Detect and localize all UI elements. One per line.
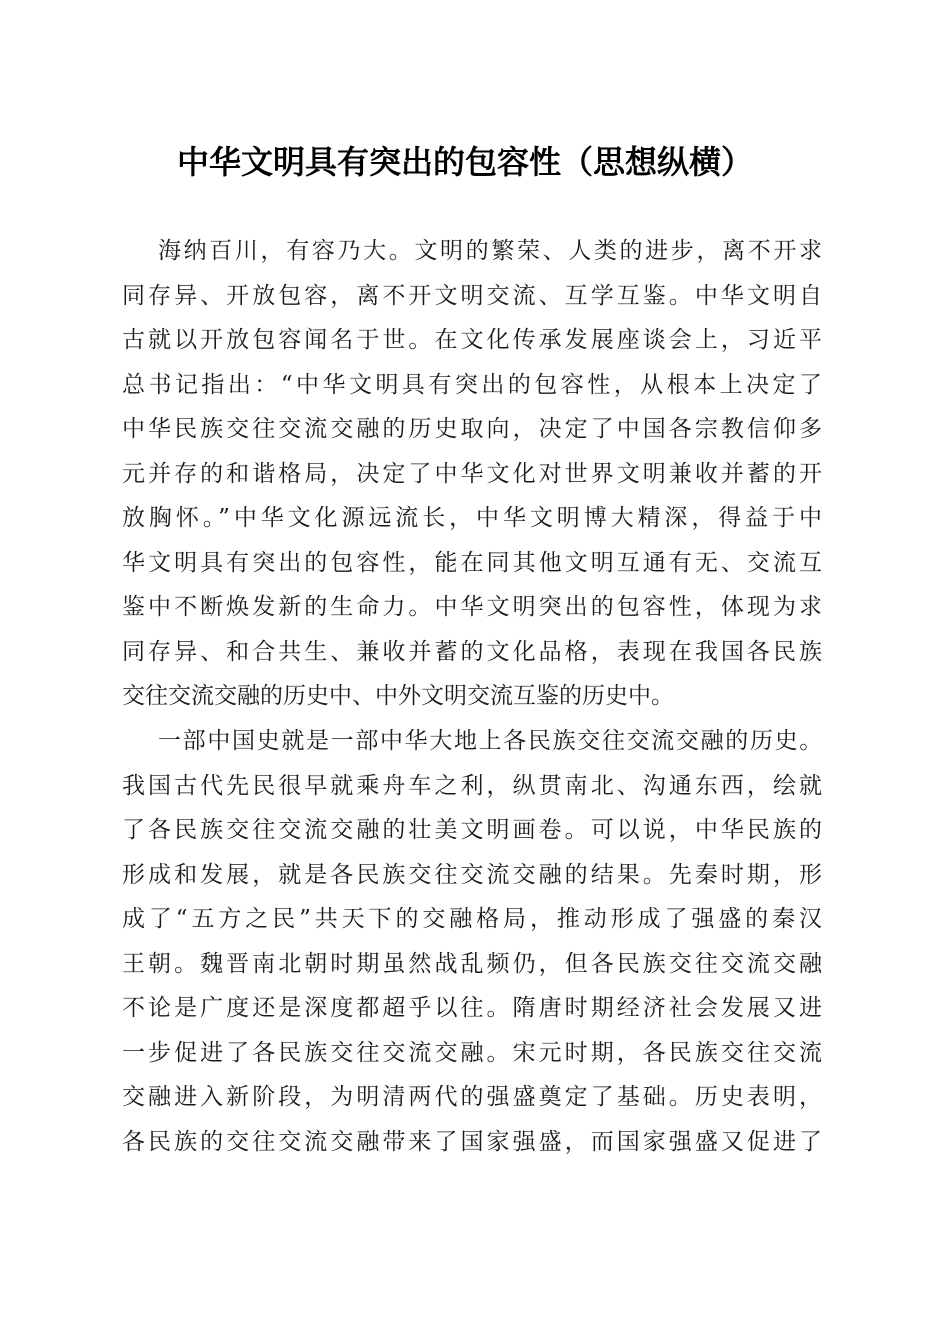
paragraph-line: 一部中国史就是一部中华大地上各民族交往交流交融的历史。 [158, 728, 822, 754]
paragraph-line: 古就以开放包容闻名于世。在文化传承发展座谈会上，习近平 [122, 327, 822, 353]
paragraph-line: 元并存的和谐格局，决定了中华文化对世界文明兼收并蓄的开 [122, 460, 822, 487]
paragraph-line: 同存异、和合共生、兼收并蓄的文化品格，表现在我国各民族 [122, 638, 822, 665]
paragraph-1 [122, 229, 822, 719]
paragraph-line: 各民族的交往交流交融带来了国家强盛，而国家强盛又促进了 [122, 1128, 822, 1155]
paragraph-line: 不论是广度还是深度都超乎以往。隋唐时期经济社会发展又进 [122, 995, 822, 1021]
paragraph-line: 海纳百川，有容乃大。文明的繁荣、人类的进步，离不开求 [158, 238, 822, 264]
paragraph-line: 交往交流交融的历史中、中外文明交流互鉴的历史中。 [122, 683, 674, 709]
paragraph-line: 一步促进了各民族交往交流交融。宋元时期，各民族交往交流 [122, 1039, 822, 1066]
paragraph-line: 华文明具有突出的包容性，能在同其他文明互通有无、交流互 [122, 549, 822, 576]
paragraph-line: 了各民族交往交流交融的壮美文明画卷。可以说，中华民族的 [122, 817, 822, 843]
paragraph-line: 中华民族交往交流交融的历史取向，决定了中国各宗教信仰多 [122, 416, 822, 442]
paragraph-line: 我国古代先民很早就乘舟车之利，纵贯南北、沟通东西，绘就 [122, 772, 822, 799]
paragraph-line: 形成和发展，就是各民族交往交流交融的结果。先秦时期，形 [122, 861, 822, 888]
paragraph-line: 放胸怀。”中华文化源远流长，中华文明博大精深，得益于中 [122, 505, 822, 531]
paragraph-line: 交融进入新阶段，为明清两代的强盛奠定了基础。历史表明， [122, 1084, 822, 1110]
paragraph-2 [122, 719, 822, 1164]
paragraph-line: 成了“五方之民”共天下的交融格局，推动形成了强盛的秦汉 [122, 906, 822, 932]
paragraph-line: 同存异、开放包容，离不开文明交流、互学互鉴。中华文明自 [122, 282, 822, 309]
paragraph-line: 鉴中不断焕发新的生命力。中华文明突出的包容性，体现为求 [122, 594, 822, 620]
paragraph-line: 总书记指出：“中华文明具有突出的包容性，从根本上决定了 [122, 371, 822, 398]
article-title: 中华文明具有突出的包容性（思想纵横） [176, 143, 753, 181]
paragraph-line: 王朝。魏晋南北朝时期虽然战乱频仍，但各民族交往交流交融 [122, 950, 822, 977]
